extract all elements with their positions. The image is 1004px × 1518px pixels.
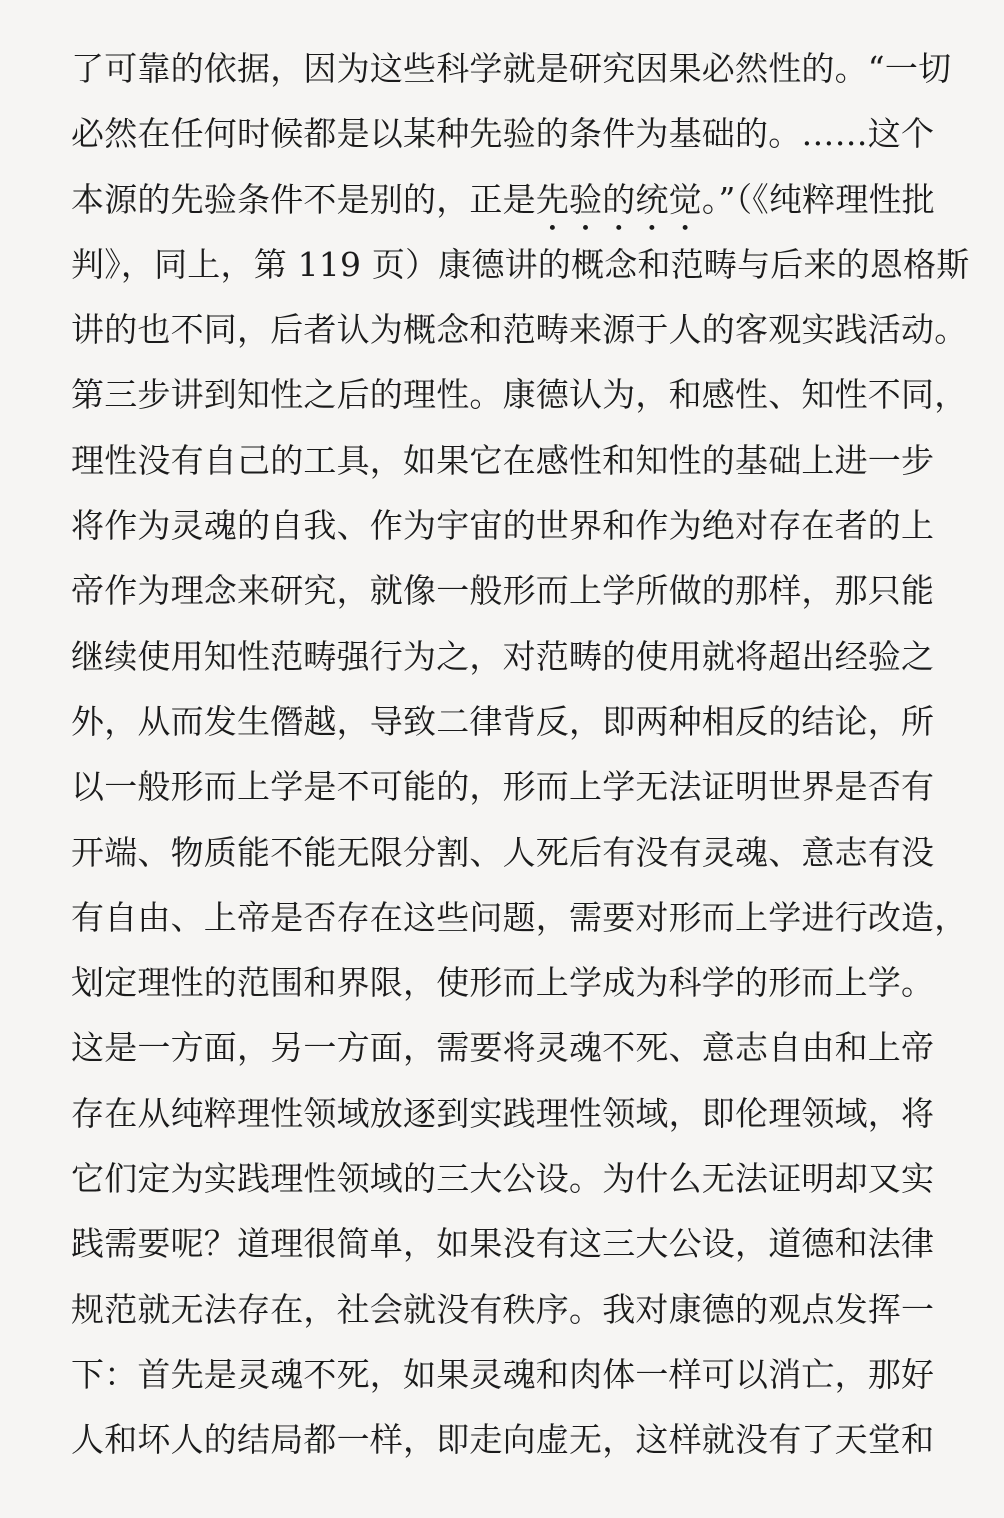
line-text: 人和坏人的结局都一样，即走向虚无，这样就没有了天堂和: [71, 1420, 935, 1460]
text-line-17: [71, 1081, 971, 1146]
text-line-9: [71, 558, 971, 623]
line-text: 帝作为理念来研究，就像一般形而上学所做的那样，那只能: [71, 571, 935, 611]
body-text: [71, 36, 971, 1473]
text-line-4: [71, 232, 971, 297]
line-text-before: 本源的先验条件不是别的，正是: [71, 179, 536, 219]
text-line-14: [71, 885, 971, 950]
line-text: 了可靠的依据，因为这些科学就是研究因果必然性的。“一切: [71, 49, 952, 88]
line-text: 继续使用知性范畴强行为之，对范畴的使用就将超出经验之: [71, 636, 935, 676]
line-text: 规范就无法存在，社会就没有秩序。我对康德的观点发挥一: [71, 1289, 935, 1329]
line-text: 第三步讲到知性之后的理性。康德认为，和感性、知性不同，: [71, 375, 968, 415]
text-line-15: [71, 950, 971, 1015]
text-line-16: [71, 1015, 971, 1080]
text-line-20: [71, 1277, 971, 1342]
text-line-18: [71, 1146, 971, 1211]
text-line-12: [71, 754, 971, 819]
text-line-2: [71, 101, 971, 166]
text-line-13: [71, 820, 971, 885]
line-text-after: 。”（《纯粹理性批: [701, 179, 935, 219]
text-line-21: [71, 1342, 971, 1407]
text-line-19: [71, 1211, 971, 1276]
line-text: 讲的也不同，后者认为概念和范畴来源于人的客观实践活动。: [71, 310, 968, 350]
line-text: 外，从而发生僭越，导致二律背反，即两种相反的结论，所: [71, 701, 935, 741]
text-line-8: [71, 493, 971, 558]
text-line-10: [71, 624, 971, 689]
line-text: 践需要呢？道理很简单，如果没有这三大公设，道德和法律: [71, 1224, 935, 1264]
text-line-5: [71, 297, 971, 362]
text-line-22: [71, 1407, 971, 1472]
line-text: 理性没有自己的工具，如果它在感性和知性的基础上进一步: [71, 440, 935, 480]
line-text: 判》，同上，第 119 页）康德讲的概念和范畴与后来的恩格斯: [71, 244, 970, 284]
line-text: 开端、物质能不能无限分割、人死后有没有灵魂、意志有没: [71, 832, 935, 872]
emphasized-term: 先验的统觉: [535, 179, 702, 219]
text-line-1: [71, 36, 971, 101]
line-text: 有自由、上帝是否存在这些问题，需要对形而上学进行改造，: [71, 897, 968, 937]
line-text: 它们定为实践理性领域的三大公设。为什么无法证明却又实: [71, 1159, 935, 1199]
line-text: 以一般形而上学是不可能的，形而上学无法证明世界是否有: [71, 767, 935, 807]
line-text: 划定理性的范围和界限，使形而上学成为科学的形而上学。: [71, 963, 935, 1003]
line-text: 将作为灵魂的自我、作为宇宙的世界和作为绝对存在者的上: [71, 506, 935, 546]
line-text: 这是一方面，另一方面，需要将灵魂不死、意志自由和上帝: [71, 1028, 935, 1068]
line-text: 必然在任何时候都是以某种先验的条件为基础的。……这个: [71, 114, 935, 154]
text-line-6: [71, 362, 971, 427]
line-text: 存在从纯粹理性领域放逐到实践理性领域，即伦理领域，将: [71, 1093, 935, 1133]
text-line-7: [71, 428, 971, 493]
text-line-3: [71, 167, 971, 232]
text-line-11: [71, 689, 971, 754]
line-text: 下：首先是灵魂不死，如果灵魂和肉体一样可以消亡，那好: [71, 1354, 935, 1394]
